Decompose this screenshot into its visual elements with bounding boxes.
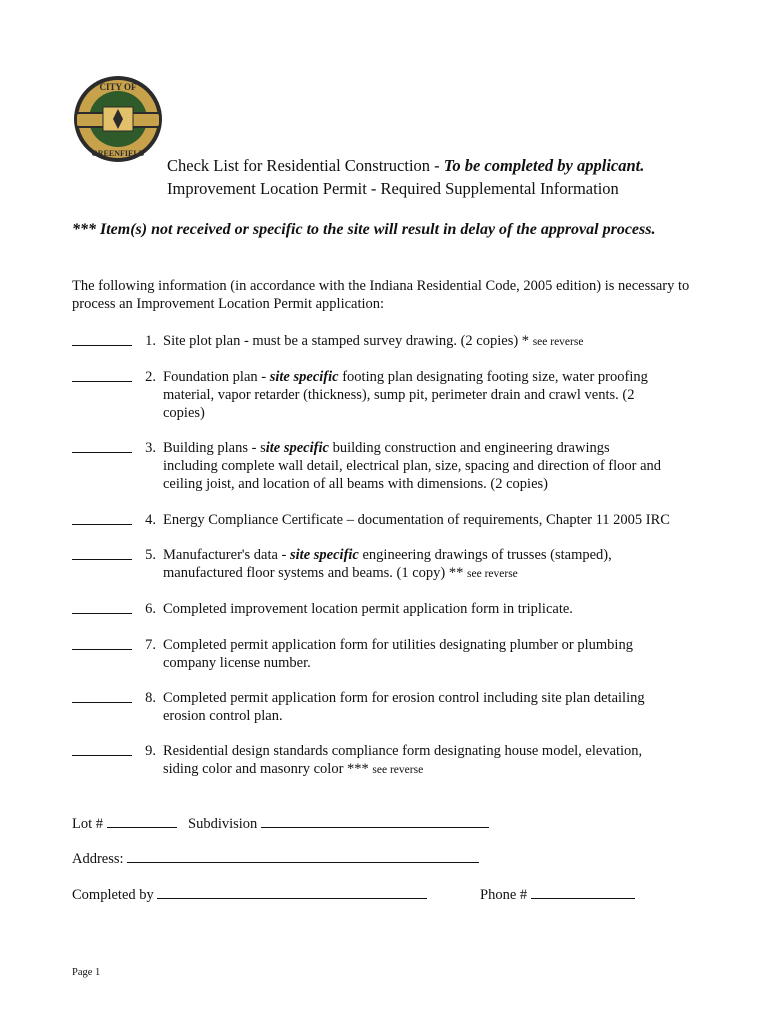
item-number: 5. <box>145 547 156 563</box>
intro-paragraph: The following information (in accordance with the Indiana Residential Code, 2005 edition) is necessary to process an Improvement Location Permit application: <box>72 278 690 312</box>
title-plain: Check List for Residential Construction - <box>167 156 444 175</box>
check-blank-line[interactable] <box>72 600 132 614</box>
header <box>167 154 644 200</box>
page-number: Page 1 <box>72 967 101 978</box>
completed-by-field <box>72 885 427 904</box>
item-text: Residential design standards compliance form designating house model, elevation, siding color and masonry color *** see reverse <box>163 743 643 777</box>
check-blank-line[interactable] <box>72 439 132 453</box>
lot-label: Lot # <box>72 816 104 832</box>
item-number: 8. <box>145 690 156 706</box>
phone-label: Phone # <box>480 887 528 903</box>
lot-input-line[interactable] <box>107 814 177 828</box>
title-emphasis: To be completed by applicant. <box>443 156 645 175</box>
city-seal-logo <box>73 73 163 168</box>
item-number: 4. <box>145 512 156 528</box>
address-input-line[interactable] <box>127 849 479 863</box>
logo-text-top: CITY OF <box>99 82 137 92</box>
item-text: Building plans - site specific building construction and engineering drawings including complete wall detail, electrical plan, size, spacing and direction of floor and ceiling joist, and location of all beams with dimensions. (2 copies) <box>163 440 662 492</box>
check-blank-line[interactable] <box>72 636 132 650</box>
item-text: Manufacturer's data - site specific engineering drawings of trusses (stamped), manufactured floor systems and beams. (1 copy) ** see reverse <box>163 547 612 581</box>
check-blank-line[interactable] <box>72 689 132 703</box>
completed-by-input-line[interactable] <box>157 885 427 899</box>
item-number: 7. <box>145 637 156 653</box>
subdivision-input-line[interactable] <box>261 814 489 828</box>
item-text: Completed improvement location permit application form in triplicate. <box>163 601 573 617</box>
subdivision-field <box>188 814 489 833</box>
item-text: Energy Compliance Certificate – documentation of requirements, Chapter 11 2005 IRC <box>163 512 670 528</box>
logo-text-bottom: GREENFIELD <box>91 149 145 158</box>
item-text: Foundation plan - site specific footing plan designating footing size, water proofing material, vapor retarder (thickness), sump pit, perimeter drain and crawl vents. (2 copies) <box>163 369 648 421</box>
phone-input-line[interactable] <box>531 885 635 899</box>
page-title <box>167 154 644 177</box>
item-text: Completed permit application form for erosion control including site plan detailing erosion control plan. <box>163 690 645 724</box>
check-blank-line[interactable] <box>72 546 132 560</box>
item-number: 6. <box>145 601 156 617</box>
item-text: Completed permit application form for utilities designating plumber or plumbing company license number. <box>163 637 633 671</box>
warning-text: *** Item(s) not received or specific to the site will result in delay of the approval process. <box>72 221 656 238</box>
item-number: 9. <box>145 743 156 759</box>
address-label: Address: <box>72 851 124 867</box>
item-number: 1. <box>145 333 156 349</box>
check-blank-line[interactable] <box>72 368 132 382</box>
page-subtitle: Improvement Location Permit - Required Supplemental Information <box>167 179 619 198</box>
check-blank-line[interactable] <box>72 332 132 346</box>
item-number: 2. <box>145 369 156 385</box>
phone-field <box>480 885 635 904</box>
completed-by-label: Completed by <box>72 887 154 903</box>
item-text: Site plot plan - must be a stamped survey drawing. (2 copies) * see reverse <box>163 333 584 349</box>
item-number: 3. <box>145 440 156 456</box>
check-blank-line[interactable] <box>72 742 132 756</box>
lot-field <box>72 814 177 833</box>
subdivision-label: Subdivision <box>188 816 258 832</box>
check-blank-line[interactable] <box>72 511 132 525</box>
address-field <box>72 849 479 868</box>
